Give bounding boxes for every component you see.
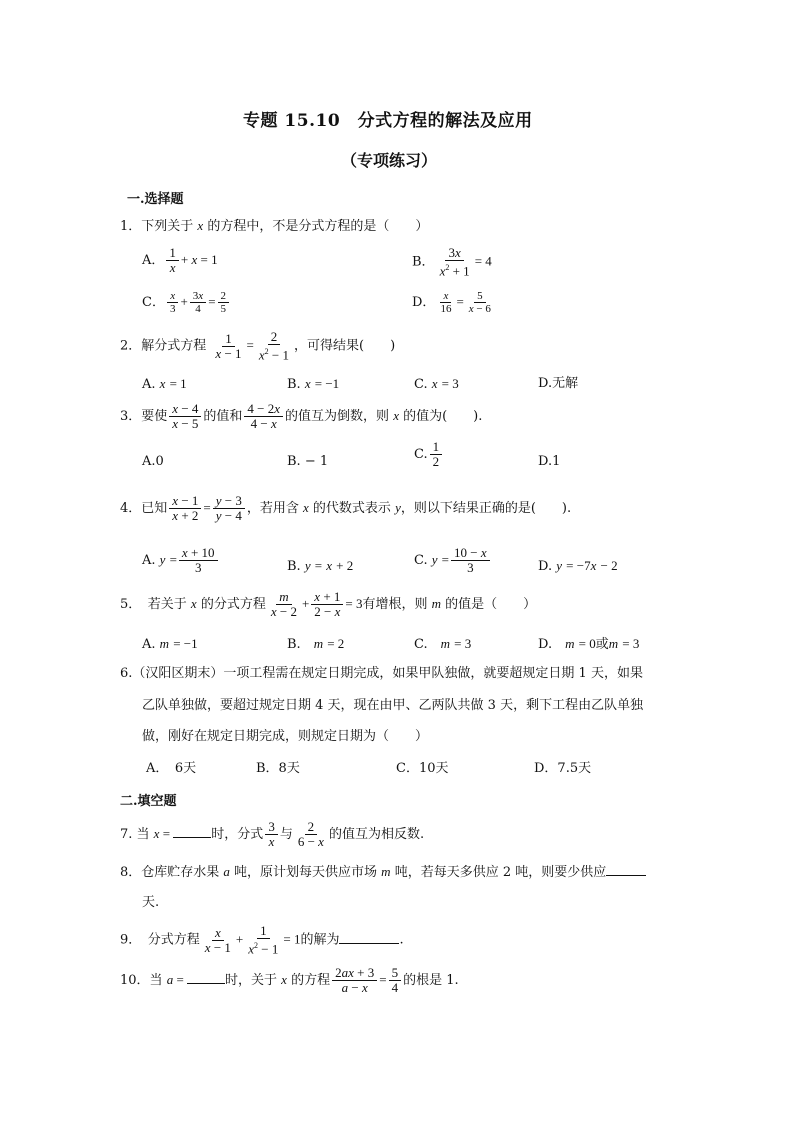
question-1-option-c: C． $\frac{x}{3}$ + $\frac{3x}{4}$ = $\frac{2}{5}$: [142, 290, 231, 315]
section-heading-choice: 一.选择题: [127, 192, 184, 207]
question-1-stem: 1．下列关于 x 的方程中，不是分式方程的是（ ）: [120, 218, 429, 234]
question-6-option-d: D．7.5天: [534, 761, 592, 776]
question-4-option-b: B. y = x + 2: [287, 558, 354, 574]
question-3-option-b: B. − 1: [287, 454, 329, 469]
question-3-stem: 3．要使 $\frac{x - 4}{x - 5}$ 的值和 $\frac{4 - 2x}{4 - x}$ 的值互为倒数，则 x 的值为( ).: [120, 401, 483, 431]
question-6-option-c: C．10天: [396, 761, 449, 776]
question-6-line-3: 做，刚好在规定日期完成，则规定日期为（ ）: [142, 729, 429, 744]
question-6-line-2: 乙队单独做，要超过规定日期 4 天，现在由甲、乙两队共做 3 天，剩下工程由乙队单独: [142, 698, 644, 713]
question-10-stem: 10．当 a = 时，关于 x 的方程 $\frac{2ax + 3}{a - x}$ = $\frac{5}{4}$ 的根是 1.: [120, 965, 459, 995]
question-4-stem: 4．已知 $\frac{x - 1}{x + 2}$ = $\frac{y - 3}{y - 4}$ ，若用含 x 的代数式表示 y，则以下结果正确的是( ).: [120, 493, 572, 523]
question-1-option-a: A． $\frac{1}{x}$ + x = 1: [142, 245, 218, 275]
question-5-stem: 5． 若关于 x 的分式方程 $\frac{m}{x - 2}$ + $\frac{x + 1}{2 - x}$ = 3有增根，则 m 的值是（ ）: [120, 589, 537, 619]
question-5-option-d: D. m = 0或m = 3: [538, 636, 640, 652]
question-8-stem: 8．仓库贮存水果 a 吨，原计划每天供应市场 m 吨，若每天多供应 2 吨，则要少供应: [120, 862, 646, 883]
question-3-option-c: C. $\frac{1}{2}$: [414, 440, 444, 469]
question-2-option-b: B. x = −1: [287, 376, 340, 392]
question-4-option-c: C. y = $\frac{10 - x}{3}$: [414, 546, 492, 575]
question-2-stem: 2．解分式方程 $\frac{1}{x - 1}$ = $\frac{2}{x^2 - 1}$ ，可得结果( ): [120, 329, 396, 363]
question-8-line-2: 天.: [142, 895, 160, 910]
question-2-option-c: C. x = 3: [414, 376, 459, 392]
question-5-option-a: A. m = −1: [142, 636, 198, 652]
question-1-option-b: B． $\frac{3x}{x^2 + 1}$ = 4: [412, 245, 492, 279]
question-2-option-a: A. x = 1: [142, 376, 187, 392]
question-7-stem: 7. 当 x = 时，分式 $\frac{3}{x}$ 与 $\frac{2}{6 - x}$ 的值互为相反数.: [120, 819, 425, 849]
question-9-stem: 9． 分式方程 $\frac{x}{x - 1}$ + $\frac{1}{x^2 - 1}$ = 1的解为 .: [120, 923, 404, 957]
question-2-option-d: D.无解: [538, 376, 579, 391]
question-6-line-1: 6.（汉阳区期末）一项工程需在规定日期完成，如果甲队独做，就要超规定日期 1 天，如果: [120, 666, 643, 681]
question-1-option-d: D． $\frac{x}{16}$ = $\frac{5}{x - 6}$: [412, 290, 491, 315]
question-5-option-b: B. m = 2: [287, 636, 345, 652]
question-4-option-a: A. y = $\frac{x + 10}{3}$: [142, 546, 220, 575]
question-3-option-a: A.0: [142, 454, 164, 469]
page-title: 专题 15.10 分式方程的解法及应用: [243, 111, 533, 131]
page-subtitle: （专项练习）: [341, 151, 438, 170]
section-heading-fill: 二.填空题: [120, 794, 177, 809]
question-4-option-d: D. y = −7x − 2: [538, 558, 618, 574]
question-6-option-b: B．8天: [256, 761, 300, 776]
question-6-option-a: A． 6天: [146, 761, 197, 776]
question-3-option-d: D.1: [538, 454, 561, 469]
question-5-option-c: C. m = 3: [414, 636, 472, 652]
